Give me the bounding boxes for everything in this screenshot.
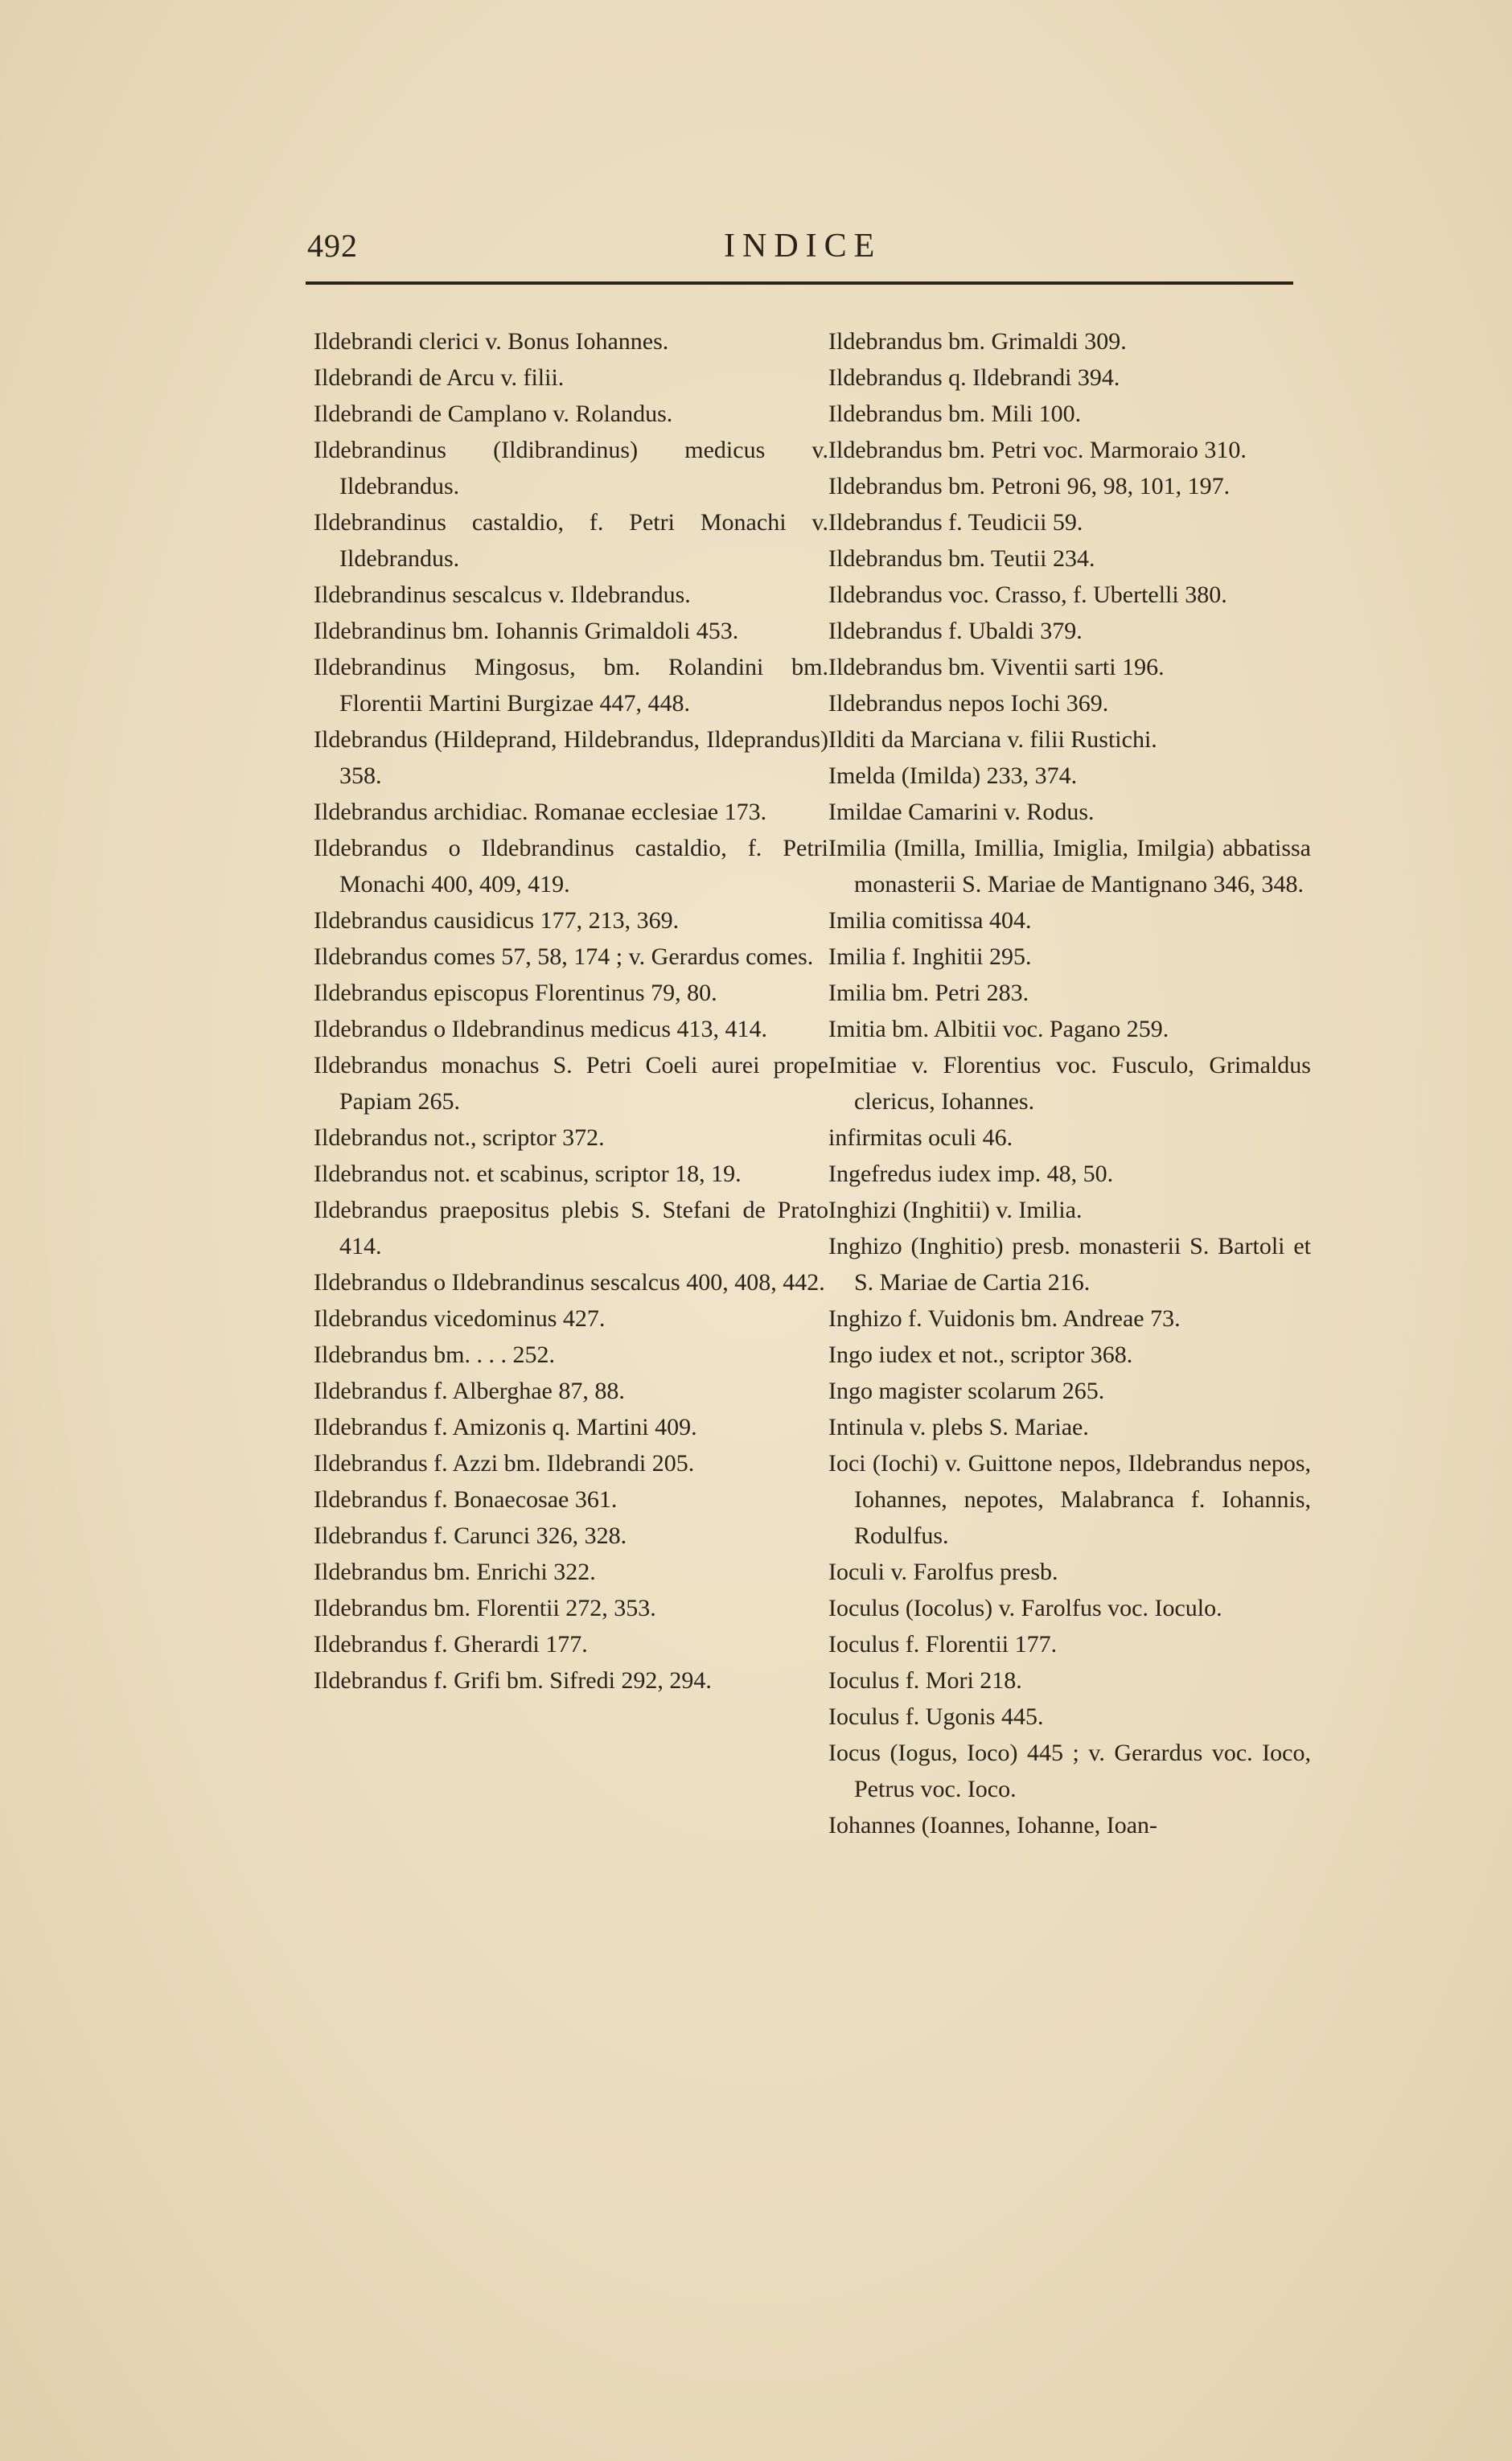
- index-entry: Ildebrandi de Arcu v. filii.: [314, 364, 565, 391]
- index-entry: Ildebrandus archidiac. Romanae ecclesiae 173.: [314, 799, 767, 825]
- page-number: 492: [307, 228, 358, 264]
- index-entry: Imelda (Imilda) 233, 374.: [828, 762, 1078, 789]
- index-entry: Imitia bm. Albitii voc. Pagano 259.: [828, 1016, 1169, 1042]
- index-entry: Ildebrandus comes 57, 58, 174 ; v. Gerardus comes.: [314, 943, 814, 970]
- index-entry: Ildebrandus bm. Petri voc. Marmoraio 310.: [828, 437, 1247, 463]
- index-entry: Ildebrandus praepositus plebis S. Stefani de Prato 414.: [314, 1197, 828, 1259]
- index-entry: Ildebrandus f. Grifi bm. Sifredi 292, 294.: [314, 1667, 712, 1694]
- index-entry: Ildebrandus o Ildebrandinus castaldio, f. Petri Monachi 400, 409, 419.: [314, 835, 828, 898]
- index-entry: Ildebrandus (Hildeprand, Hildebrandus, Ildeprandus) 358.: [314, 726, 828, 789]
- index-entry: Ildebrandus f. Alberghae 87, 88.: [314, 1378, 625, 1404]
- index-entry: Ildebrandinus Mingosus, bm. Rolandini bm. Florentii Martini Burgizae 447, 448.: [314, 654, 828, 717]
- index-entry: Ildebrandus f. Gherardi 177.: [314, 1631, 588, 1658]
- index-column-right: [828, 323, 1311, 1843]
- index-entry: Ioculus f. Mori 218.: [828, 1667, 1022, 1694]
- index-entry: Ildebrandus nepos Iochi 369.: [828, 690, 1109, 717]
- index-entry: Ioci (Iochi) v. Guittone nepos, Ildebrandus nepos, Iohannes, nepotes, Malabranca f. Iohannis, Rodulfus.: [828, 1450, 1311, 1549]
- index-entry: Inghizo f. Vuidonis bm. Andreae 73.: [828, 1305, 1181, 1332]
- index-entry: Intinula v. plebs S. Mariae.: [828, 1414, 1089, 1440]
- index-entry: Imilia f. Inghitii 295.: [828, 943, 1032, 970]
- index-entry: Ioculus f. Ugonis 445.: [828, 1703, 1044, 1730]
- index-entry: Ildebrandinus bm. Iohannis Grimaldoli 453.: [314, 618, 739, 644]
- index-entry: infirmitas oculi 46.: [828, 1124, 1013, 1151]
- index-entry: Ildebrandinus (Ildibrandinus) medicus v. Ildebrandus.: [314, 437, 828, 499]
- index-entry: Ildebrandus q. Ildebrandi 394.: [828, 364, 1120, 391]
- index-entry: Ildebrandus bm. Enrichi 322.: [314, 1559, 596, 1585]
- index-entry: Inghizi (Inghitii) v. Imilia.: [828, 1197, 1083, 1223]
- index-entry: Ilditi da Marciana v. filii Rustichi.: [828, 726, 1157, 753]
- index-entry: Ioculus f. Florentii 177.: [828, 1631, 1058, 1658]
- index-entry: Ildebrandus voc. Crasso, f. Ubertelli 380.: [828, 581, 1227, 608]
- index-entry: Ildebrandus o Ildebrandinus sescalcus 400, 408, 442.: [314, 1269, 825, 1296]
- index-entry: Ioculi v. Farolfus presb.: [828, 1559, 1058, 1585]
- index-entry: Ildebrandus vicedominus 427.: [314, 1305, 606, 1332]
- index-entry: Ildebrandus bm. Teutii 234.: [828, 545, 1095, 572]
- index-entry: Ingo iudex et not., scriptor 368.: [828, 1341, 1133, 1368]
- index-entry: Ingefredus iudex imp. 48, 50.: [828, 1161, 1114, 1187]
- index-entry: Ioculus (Iocolus) v. Farolfus voc. Ioculo.: [828, 1595, 1222, 1621]
- index-entry: Ildebrandus causidicus 177, 213, 369.: [314, 907, 680, 934]
- index-entry: Ildebrandus episcopus Florentinus 79, 80.: [314, 980, 717, 1006]
- index-column-left: [314, 323, 828, 1699]
- index-entry: Imilia bm. Petri 283.: [828, 980, 1029, 1006]
- index-entry: Ildebrandus f. Amizonis q. Martini 409.: [314, 1414, 697, 1440]
- index-entry: Imildae Camarini v. Rodus.: [828, 799, 1095, 825]
- index-entry: Ildebrandus bm. Mili 100.: [828, 401, 1082, 427]
- index-entry: Ildebrandinus sescalcus v. Ildebrandus.: [314, 581, 691, 608]
- index-entry: Imilia (Imilla, Imillia, Imiglia, Imilgia) abbatissa monasterii S. Mariae de Mantignano 346, 348.: [828, 835, 1311, 898]
- header-rule: [306, 281, 1293, 285]
- index-entry: Ildebrandus o Ildebrandinus medicus 413, 414.: [314, 1016, 768, 1042]
- index-entry: Ildebrandinus castaldio, f. Petri Monachi v. Ildebrandus.: [314, 509, 828, 572]
- index-entry: Ingo magister scolarum 265.: [828, 1378, 1105, 1404]
- index-entry: Inghizo (Inghitio) presb. monasterii S. Bartoli et S. Mariae de Cartia 216.: [828, 1233, 1311, 1296]
- index-entry: Ildebrandus f. Azzi bm. Ildebrandi 205.: [314, 1450, 695, 1477]
- index-entry: Imilia comitissa 404.: [828, 907, 1032, 934]
- index-entry: Ildebrandus f. Teudicii 59.: [828, 509, 1083, 536]
- index-entry: Ildebrandus monachus S. Petri Coeli aurei prope Papiam 265.: [314, 1052, 828, 1115]
- index-entry: Ildebrandus bm. Petroni 96, 98, 101, 197.: [828, 473, 1231, 499]
- running-head: INDICE: [724, 228, 882, 265]
- index-entry: Iocus (Iogus, Ioco) 445 ; v. Gerardus voc. Ioco, Petrus voc. Ioco.: [828, 1740, 1311, 1802]
- index-entry: Ildebrandus bm. Florentii 272, 353.: [314, 1595, 656, 1621]
- index-entry: Ildebrandus not. et scabinus, scriptor 18, 19.: [314, 1161, 742, 1187]
- index-entry: Ildebrandus not., scriptor 372.: [314, 1124, 605, 1151]
- index-entry: Ildebrandus f. Carunci 326, 328.: [314, 1522, 627, 1549]
- index-entry: Ildebrandus bm. . . . 252.: [314, 1341, 555, 1368]
- index-entry: Ildebrandi clerici v. Bonus Iohannes.: [314, 328, 669, 355]
- index-entry: Imitiae v. Florentius voc. Fusculo, Grimaldus clericus, Iohannes.: [828, 1052, 1311, 1115]
- index-entry: Ildebrandus f. Ubaldi 379.: [828, 618, 1083, 644]
- index-entry: Iohannes (Ioannes, Iohanne, Ioan-: [828, 1812, 1157, 1839]
- index-entry: Ildebrandus bm. Grimaldi 309.: [828, 328, 1127, 355]
- index-entry: Ildebrandi de Camplano v. Rolandus.: [314, 401, 673, 427]
- index-entry: Ildebrandus bm. Viventii sarti 196.: [828, 654, 1165, 680]
- index-entry: Ildebrandus f. Bonaecosae 361.: [314, 1486, 618, 1513]
